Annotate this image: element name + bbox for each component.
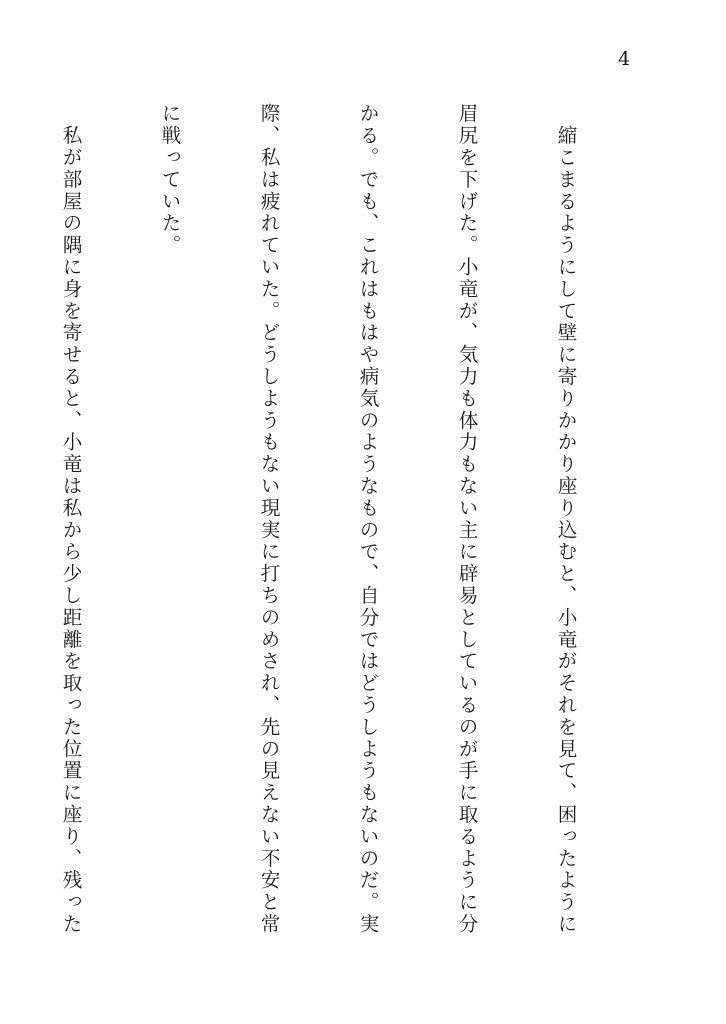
- text-line: かる。でも、これはもはや病気のようなもので、自分ではどうしようもないのだ。実: [356, 103, 379, 936]
- text-line: 縮こまるようにして壁に寄りかかり座り込むと、小竜がそれを見て、困ったように: [554, 103, 577, 936]
- text-line: 私が部屋の隅に身を寄せると、小竜は私から少し距離を取った位置に座り、残った: [59, 103, 82, 936]
- text-line: 際、私は疲れていた。どうしようもない現実に打ちのめされ、先の見えない不安と常: [257, 103, 280, 936]
- text-line: 眉尻を下げた。小竜が、気力も体力もない主に辟易としているのが手に取るように分: [455, 103, 478, 936]
- page-number: 4: [617, 48, 631, 70]
- text-line: に戦っていた。: [158, 103, 181, 257]
- body-text: [0, 103, 648, 963]
